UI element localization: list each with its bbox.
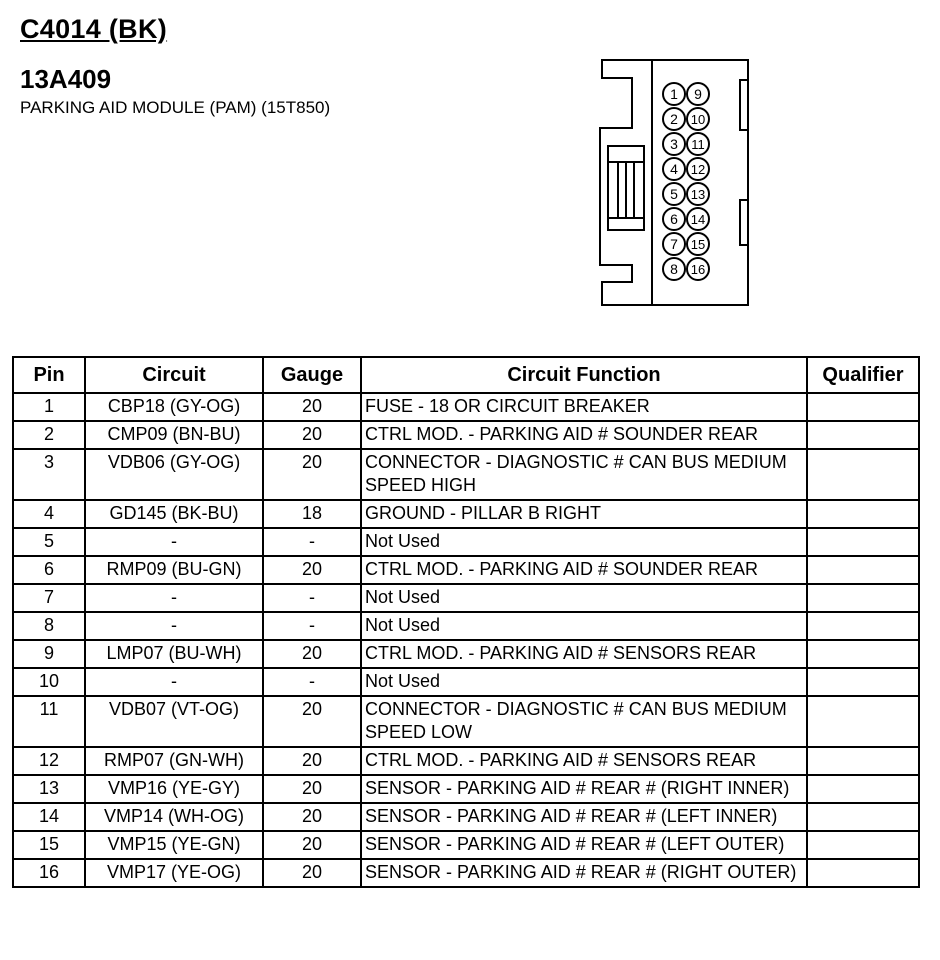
cell-qualifier	[807, 421, 919, 449]
cell-circuit: -	[85, 584, 263, 612]
cell-pin: 7	[13, 584, 85, 612]
table-row	[13, 500, 919, 528]
cell-gauge: 20	[263, 640, 361, 668]
connector-id: C4014 (BK)	[20, 14, 168, 44]
pin-table	[12, 356, 920, 888]
cell-pin: 9	[13, 640, 85, 668]
table-row	[13, 528, 919, 556]
cell-circuit-function: SENSOR - PARKING AID # REAR # (LEFT OUTER)	[361, 831, 807, 859]
table-row	[13, 831, 919, 859]
cell-qualifier	[807, 696, 919, 747]
table-row	[13, 668, 919, 696]
cell-gauge: 18	[263, 500, 361, 528]
key-tab-lower	[740, 200, 748, 245]
pin-number-label: 1	[670, 86, 678, 102]
cell-pin: 12	[13, 747, 85, 775]
cell-circuit-function: CTRL MOD. - PARKING AID # SOUNDER REAR	[361, 556, 807, 584]
pin-number-label: 8	[670, 261, 678, 277]
table-body	[13, 393, 919, 887]
cell-circuit: -	[85, 668, 263, 696]
table-row	[13, 449, 919, 500]
table-row	[13, 696, 919, 747]
cell-gauge: 20	[263, 556, 361, 584]
pin-number-label: 9	[694, 86, 702, 102]
cell-gauge: -	[263, 668, 361, 696]
table-row	[13, 747, 919, 775]
table-row	[13, 393, 919, 421]
cell-qualifier	[807, 803, 919, 831]
cell-pin: 16	[13, 859, 85, 887]
cell-circuit-function: SENSOR - PARKING AID # REAR # (LEFT INNER)	[361, 803, 807, 831]
table-header-row	[13, 357, 919, 393]
table-row	[13, 421, 919, 449]
table-row	[13, 612, 919, 640]
cell-circuit-function: SENSOR - PARKING AID # REAR # (RIGHT INNER)	[361, 775, 807, 803]
column-header-qualifier: Qualifier	[807, 357, 919, 393]
table-row	[13, 803, 919, 831]
cell-circuit-function: CTRL MOD. - PARKING AID # SOUNDER REAR	[361, 421, 807, 449]
cell-pin: 15	[13, 831, 85, 859]
cell-qualifier	[807, 556, 919, 584]
pin-number-label: 14	[690, 212, 706, 227]
pin-number-label: 2	[670, 111, 678, 127]
cell-circuit: VDB06 (GY-OG)	[85, 449, 263, 500]
pin-number-label: 13	[690, 187, 706, 202]
cell-gauge: 20	[263, 859, 361, 887]
cell-circuit-function: Not Used	[361, 612, 807, 640]
pin-number-label: 15	[690, 237, 706, 252]
cell-pin: 3	[13, 449, 85, 500]
pin-number-label: 4	[670, 161, 678, 177]
cell-circuit-function: SENSOR - PARKING AID # REAR # (RIGHT OUTER)	[361, 859, 807, 887]
pin-number-label: 12	[690, 162, 706, 177]
table-row	[13, 584, 919, 612]
cell-circuit: -	[85, 528, 263, 556]
cell-circuit: VDB07 (VT-OG)	[85, 696, 263, 747]
table-row	[13, 775, 919, 803]
column-header-pin: Pin	[13, 357, 85, 393]
cell-circuit: VMP17 (YE-OG)	[85, 859, 263, 887]
cell-circuit-function: FUSE - 18 OR CIRCUIT BREAKER	[361, 393, 807, 421]
cell-pin: 13	[13, 775, 85, 803]
cell-circuit: GD145 (BK-BU)	[85, 500, 263, 528]
table-row	[13, 556, 919, 584]
cell-circuit-function: Not Used	[361, 668, 807, 696]
pin-number-label: 7	[670, 236, 678, 252]
cell-circuit-function: CTRL MOD. - PARKING AID # SENSORS REAR	[361, 747, 807, 775]
cell-qualifier	[807, 500, 919, 528]
cell-qualifier	[807, 747, 919, 775]
cell-gauge: 20	[263, 747, 361, 775]
cell-qualifier	[807, 584, 919, 612]
cell-pin: 14	[13, 803, 85, 831]
cell-circuit: VMP14 (WH-OG)	[85, 803, 263, 831]
cell-circuit: CBP18 (GY-OG)	[85, 393, 263, 421]
cell-gauge: 20	[263, 393, 361, 421]
cell-circuit-function: GROUND - PILLAR B RIGHT	[361, 500, 807, 528]
pin-number-label: 11	[691, 137, 705, 152]
part-number: 13A409	[20, 64, 112, 94]
pin-number-label: 10	[690, 112, 706, 127]
cell-pin: 11	[13, 696, 85, 747]
cell-circuit: RMP07 (GN-WH)	[85, 747, 263, 775]
cell-gauge: 20	[263, 449, 361, 500]
cell-pin: 10	[13, 668, 85, 696]
cell-circuit: VMP15 (YE-GN)	[85, 831, 263, 859]
cell-circuit: -	[85, 612, 263, 640]
cell-qualifier	[807, 668, 919, 696]
cell-qualifier	[807, 449, 919, 500]
cell-qualifier	[807, 528, 919, 556]
cell-gauge: -	[263, 612, 361, 640]
cell-circuit-function: Not Used	[361, 584, 807, 612]
table-row	[13, 859, 919, 887]
cell-pin: 1	[13, 393, 85, 421]
cell-pin: 6	[13, 556, 85, 584]
cell-gauge: 20	[263, 803, 361, 831]
cell-circuit-function: Not Used	[361, 528, 807, 556]
component-name: PARKING AID MODULE (PAM) (15T850)	[20, 98, 331, 117]
cell-circuit: CMP09 (BN-BU)	[85, 421, 263, 449]
cell-circuit-function: CONNECTOR - DIAGNOSTIC # CAN BUS MEDIUM SPEED HIGH	[361, 449, 807, 500]
cell-gauge: -	[263, 584, 361, 612]
cell-gauge: 20	[263, 831, 361, 859]
key-tab-upper	[740, 80, 748, 130]
cell-circuit: VMP16 (YE-GY)	[85, 775, 263, 803]
cell-circuit-function: CTRL MOD. - PARKING AID # SENSORS REAR	[361, 640, 807, 668]
cell-qualifier	[807, 640, 919, 668]
cell-circuit: RMP09 (BU-GN)	[85, 556, 263, 584]
cell-qualifier	[807, 612, 919, 640]
pin-number-label: 3	[670, 136, 678, 152]
cell-qualifier	[807, 393, 919, 421]
column-header-circuit: Circuit	[85, 357, 263, 393]
cell-pin: 4	[13, 500, 85, 528]
cell-gauge: -	[263, 528, 361, 556]
cell-gauge: 20	[263, 696, 361, 747]
cell-qualifier	[807, 831, 919, 859]
cell-pin: 8	[13, 612, 85, 640]
table-row	[13, 640, 919, 668]
connector-face-diagram	[560, 50, 770, 320]
column-header-circuit-function: Circuit Function	[361, 357, 807, 393]
cell-pin: 2	[13, 421, 85, 449]
pin-cavity-group	[663, 83, 709, 280]
pin-number-label: 5	[670, 186, 678, 202]
cell-pin: 5	[13, 528, 85, 556]
column-header-gauge: Gauge	[263, 357, 361, 393]
cell-gauge: 20	[263, 421, 361, 449]
cell-qualifier	[807, 859, 919, 887]
pin-number-label: 6	[670, 211, 678, 227]
cell-circuit: LMP07 (BU-WH)	[85, 640, 263, 668]
cell-gauge: 20	[263, 775, 361, 803]
pin-number-label: 16	[690, 262, 706, 277]
cell-circuit-function: CONNECTOR - DIAGNOSTIC # CAN BUS MEDIUM SPEED LOW	[361, 696, 807, 747]
cell-qualifier	[807, 775, 919, 803]
